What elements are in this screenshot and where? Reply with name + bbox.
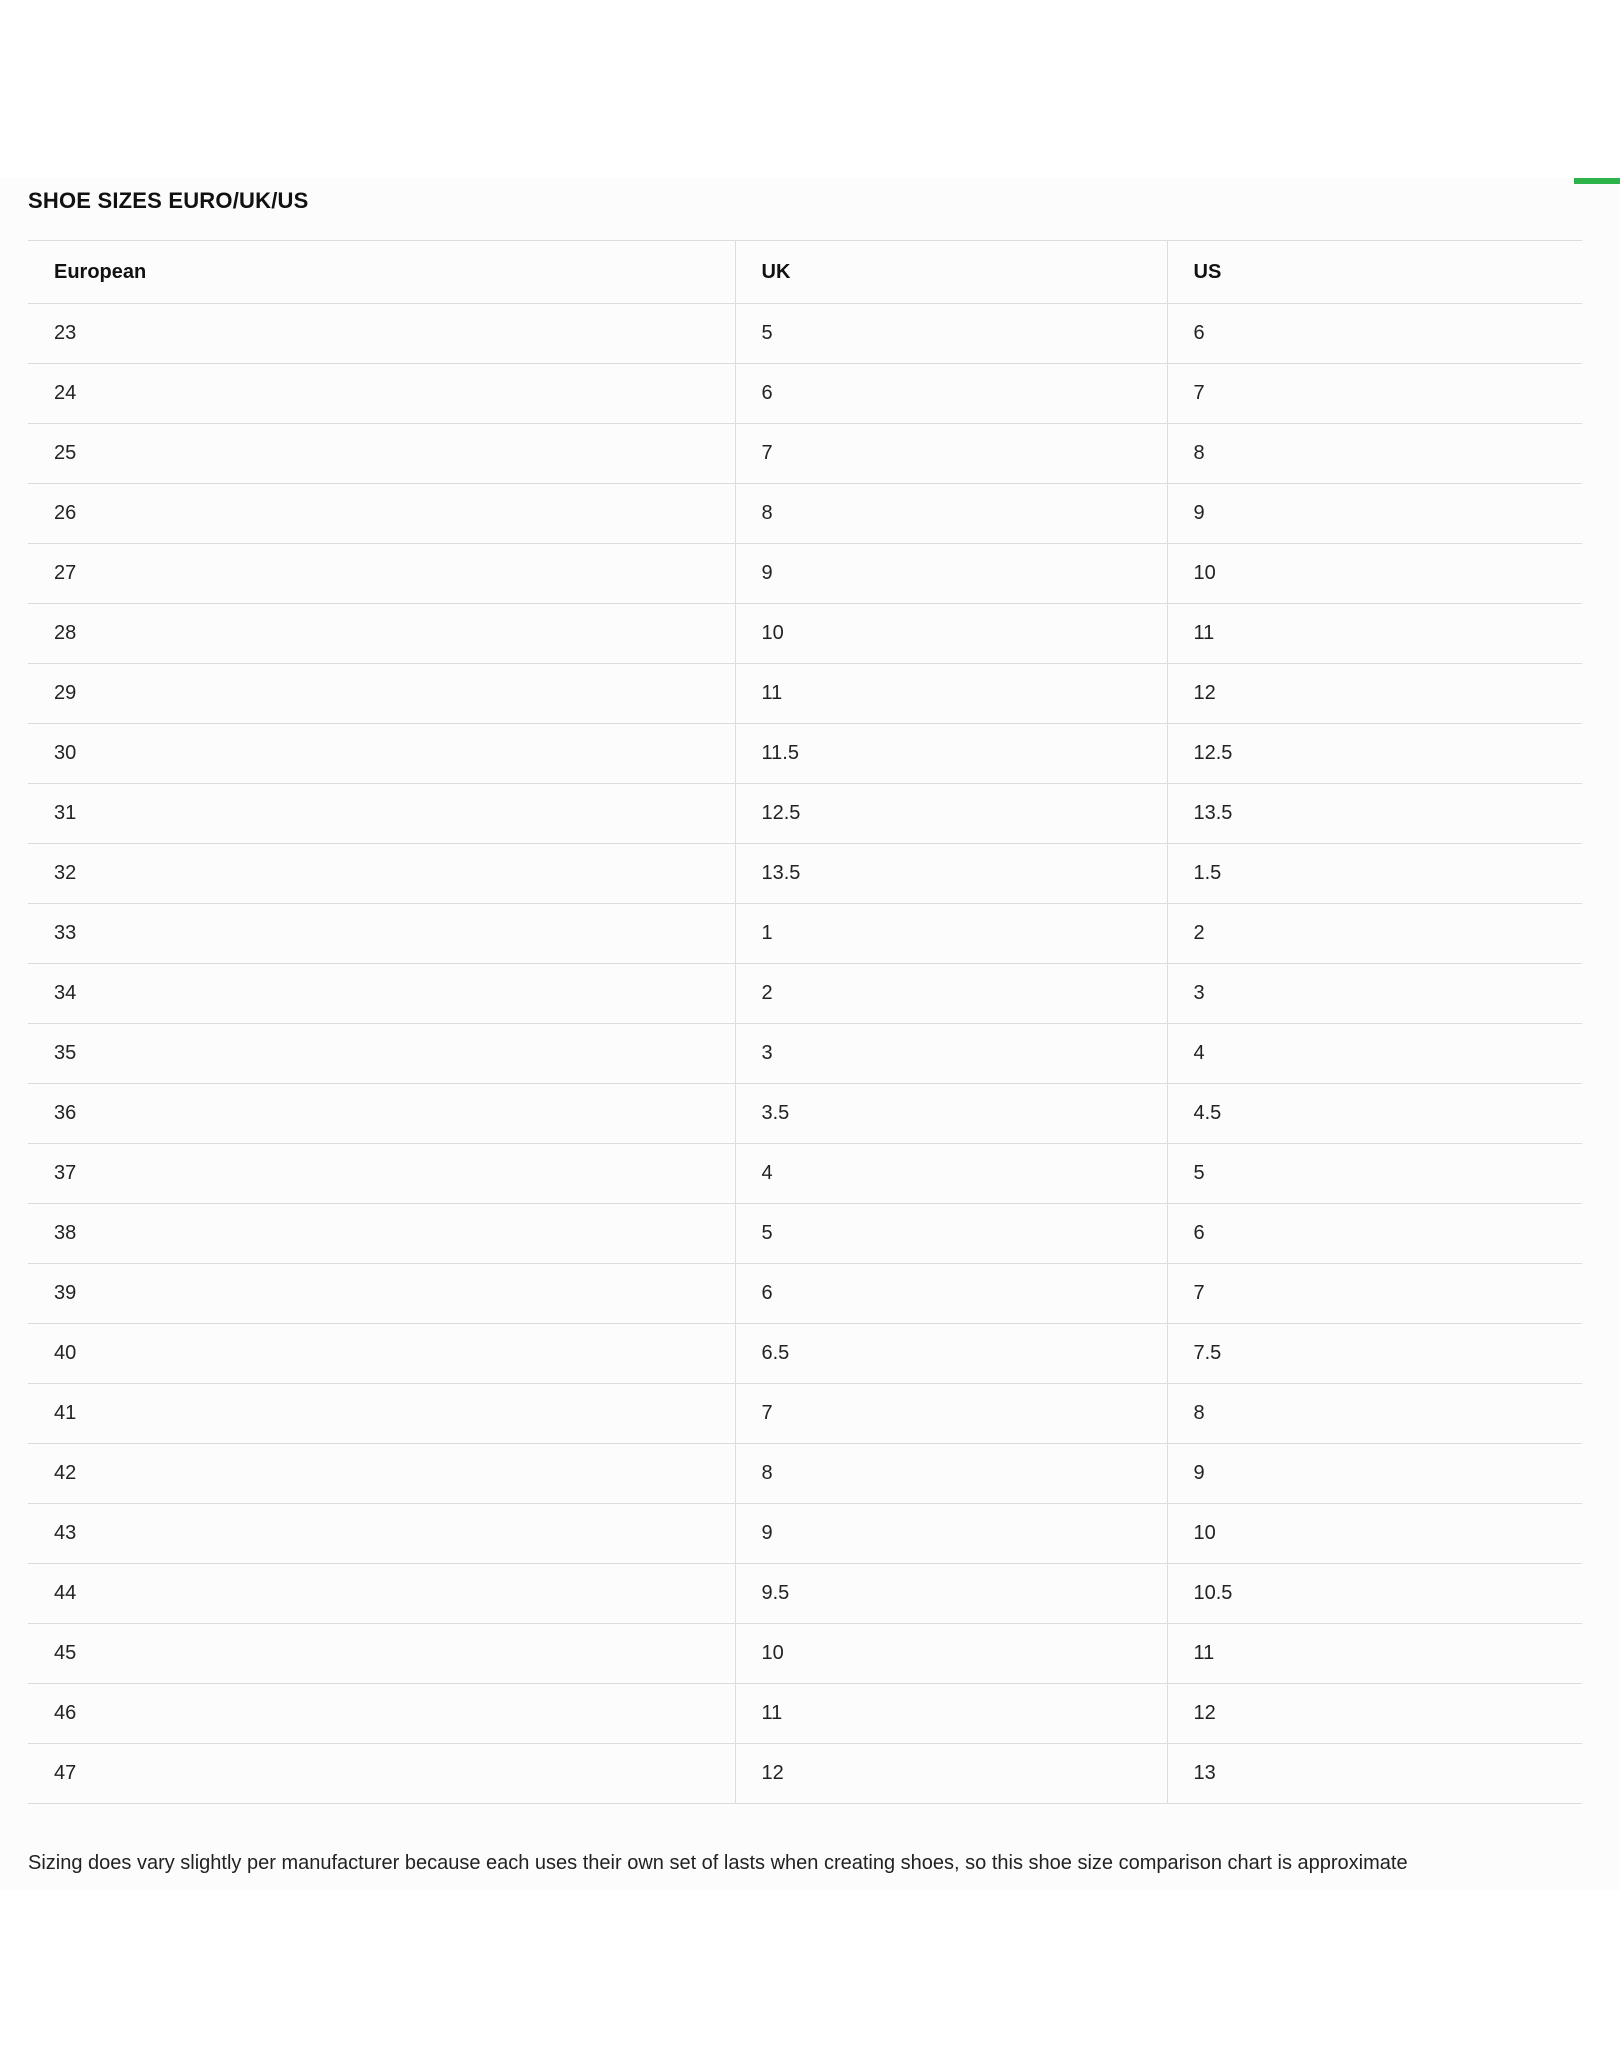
- cell-uk: 7: [735, 424, 1167, 484]
- table-row: [28, 1564, 1582, 1624]
- cell-european: 28: [28, 604, 735, 664]
- accent-bar: [1574, 178, 1620, 184]
- table-row: [28, 1624, 1582, 1684]
- cell-european: 43: [28, 1504, 735, 1564]
- cell-european: 33: [28, 904, 735, 964]
- cell-us: 8: [1167, 1384, 1582, 1444]
- cell-us: 9: [1167, 484, 1582, 544]
- table-row: [28, 1204, 1582, 1264]
- table-row: [28, 904, 1582, 964]
- table-row: [28, 1444, 1582, 1504]
- cell-uk: 3.5: [735, 1084, 1167, 1144]
- cell-us: 7: [1167, 364, 1582, 424]
- cell-uk: 6.5: [735, 1324, 1167, 1384]
- cell-uk: 9.5: [735, 1564, 1167, 1624]
- cell-european: 39: [28, 1264, 735, 1324]
- table-row: [28, 1144, 1582, 1204]
- cell-european: 23: [28, 304, 735, 364]
- page-title: SHOE SIZES EURO/UK/US: [28, 188, 309, 213]
- cell-uk: 11.5: [735, 724, 1167, 784]
- cell-us: 3: [1167, 964, 1582, 1024]
- cell-us: 12: [1167, 1684, 1582, 1744]
- table-row: [28, 1384, 1582, 1444]
- cell-us: 4: [1167, 1024, 1582, 1084]
- table-row: [28, 1684, 1582, 1744]
- cell-uk: 8: [735, 1444, 1167, 1504]
- cell-european: 45: [28, 1624, 735, 1684]
- table-body: [28, 304, 1582, 1804]
- cell-uk: 13.5: [735, 844, 1167, 904]
- cell-european: 40: [28, 1324, 735, 1384]
- cell-us: 2: [1167, 904, 1582, 964]
- cell-us: 6: [1167, 304, 1582, 364]
- column-header-uk: UK: [735, 241, 1167, 304]
- cell-us: 4.5: [1167, 1084, 1582, 1144]
- cell-uk: 12: [735, 1744, 1167, 1804]
- table-row: [28, 724, 1582, 784]
- cell-european: 34: [28, 964, 735, 1024]
- cell-us: 9: [1167, 1444, 1582, 1504]
- table-row: [28, 1744, 1582, 1804]
- cell-us: 11: [1167, 1624, 1582, 1684]
- cell-us: 10: [1167, 544, 1582, 604]
- cell-uk: 7: [735, 1384, 1167, 1444]
- table-row: [28, 964, 1582, 1024]
- table-row: [28, 424, 1582, 484]
- table-row: [28, 1504, 1582, 1564]
- cell-us: 6: [1167, 1204, 1582, 1264]
- cell-us: 13: [1167, 1744, 1582, 1804]
- cell-uk: 9: [735, 544, 1167, 604]
- column-header-us: US: [1167, 241, 1582, 304]
- cell-european: 42: [28, 1444, 735, 1504]
- cell-uk: 6: [735, 1264, 1167, 1324]
- cell-european: 30: [28, 724, 735, 784]
- table-row: [28, 604, 1582, 664]
- cell-european: 38: [28, 1204, 735, 1264]
- cell-uk: 12.5: [735, 784, 1167, 844]
- cell-european: 24: [28, 364, 735, 424]
- cell-european: 44: [28, 1564, 735, 1624]
- cell-european: 32: [28, 844, 735, 904]
- cell-european: 29: [28, 664, 735, 724]
- table-row: [28, 664, 1582, 724]
- cell-european: 46: [28, 1684, 735, 1744]
- cell-uk: 11: [735, 1684, 1167, 1744]
- cell-uk: 10: [735, 604, 1167, 664]
- cell-european: 35: [28, 1024, 735, 1084]
- table-header-row: [28, 241, 1582, 304]
- table-row: [28, 544, 1582, 604]
- cell-uk: 4: [735, 1144, 1167, 1204]
- cell-uk: 1: [735, 904, 1167, 964]
- table-row: [28, 1024, 1582, 1084]
- table-row: [28, 784, 1582, 844]
- table-row: [28, 1264, 1582, 1324]
- cell-uk: 10: [735, 1624, 1167, 1684]
- cell-european: 26: [28, 484, 735, 544]
- cell-uk: 5: [735, 304, 1167, 364]
- cell-uk: 2: [735, 964, 1167, 1024]
- cell-european: 36: [28, 1084, 735, 1144]
- cell-us: 7: [1167, 1264, 1582, 1324]
- cell-us: 1.5: [1167, 844, 1582, 904]
- cell-uk: 5: [735, 1204, 1167, 1264]
- table-row: [28, 844, 1582, 904]
- cell-european: 31: [28, 784, 735, 844]
- cell-uk: 3: [735, 1024, 1167, 1084]
- cell-us: 13.5: [1167, 784, 1582, 844]
- sizing-note: Sizing does vary slightly per manufacturer because each uses their own set of lasts when creating shoes, so this shoe size comparison chart is approximate: [28, 1852, 1408, 1874]
- table-row: [28, 484, 1582, 544]
- table-row: [28, 364, 1582, 424]
- cell-us: 10: [1167, 1504, 1582, 1564]
- table-row: [28, 1084, 1582, 1144]
- table-row: [28, 1324, 1582, 1384]
- cell-european: 27: [28, 544, 735, 604]
- cell-us: 10.5: [1167, 1564, 1582, 1624]
- cell-european: 25: [28, 424, 735, 484]
- cell-us: 8: [1167, 424, 1582, 484]
- cell-us: 5: [1167, 1144, 1582, 1204]
- table-row: [28, 304, 1582, 364]
- cell-uk: 6: [735, 364, 1167, 424]
- column-header-european: European: [28, 241, 735, 304]
- cell-european: 37: [28, 1144, 735, 1204]
- cell-us: 11: [1167, 604, 1582, 664]
- cell-us: 12.5: [1167, 724, 1582, 784]
- cell-european: 47: [28, 1744, 735, 1804]
- cell-us: 12: [1167, 664, 1582, 724]
- cell-european: 41: [28, 1384, 735, 1444]
- cell-uk: 8: [735, 484, 1167, 544]
- cell-us: 7.5: [1167, 1324, 1582, 1384]
- cell-uk: 9: [735, 1504, 1167, 1564]
- shoe-size-table: [28, 240, 1582, 1804]
- cell-uk: 11: [735, 664, 1167, 724]
